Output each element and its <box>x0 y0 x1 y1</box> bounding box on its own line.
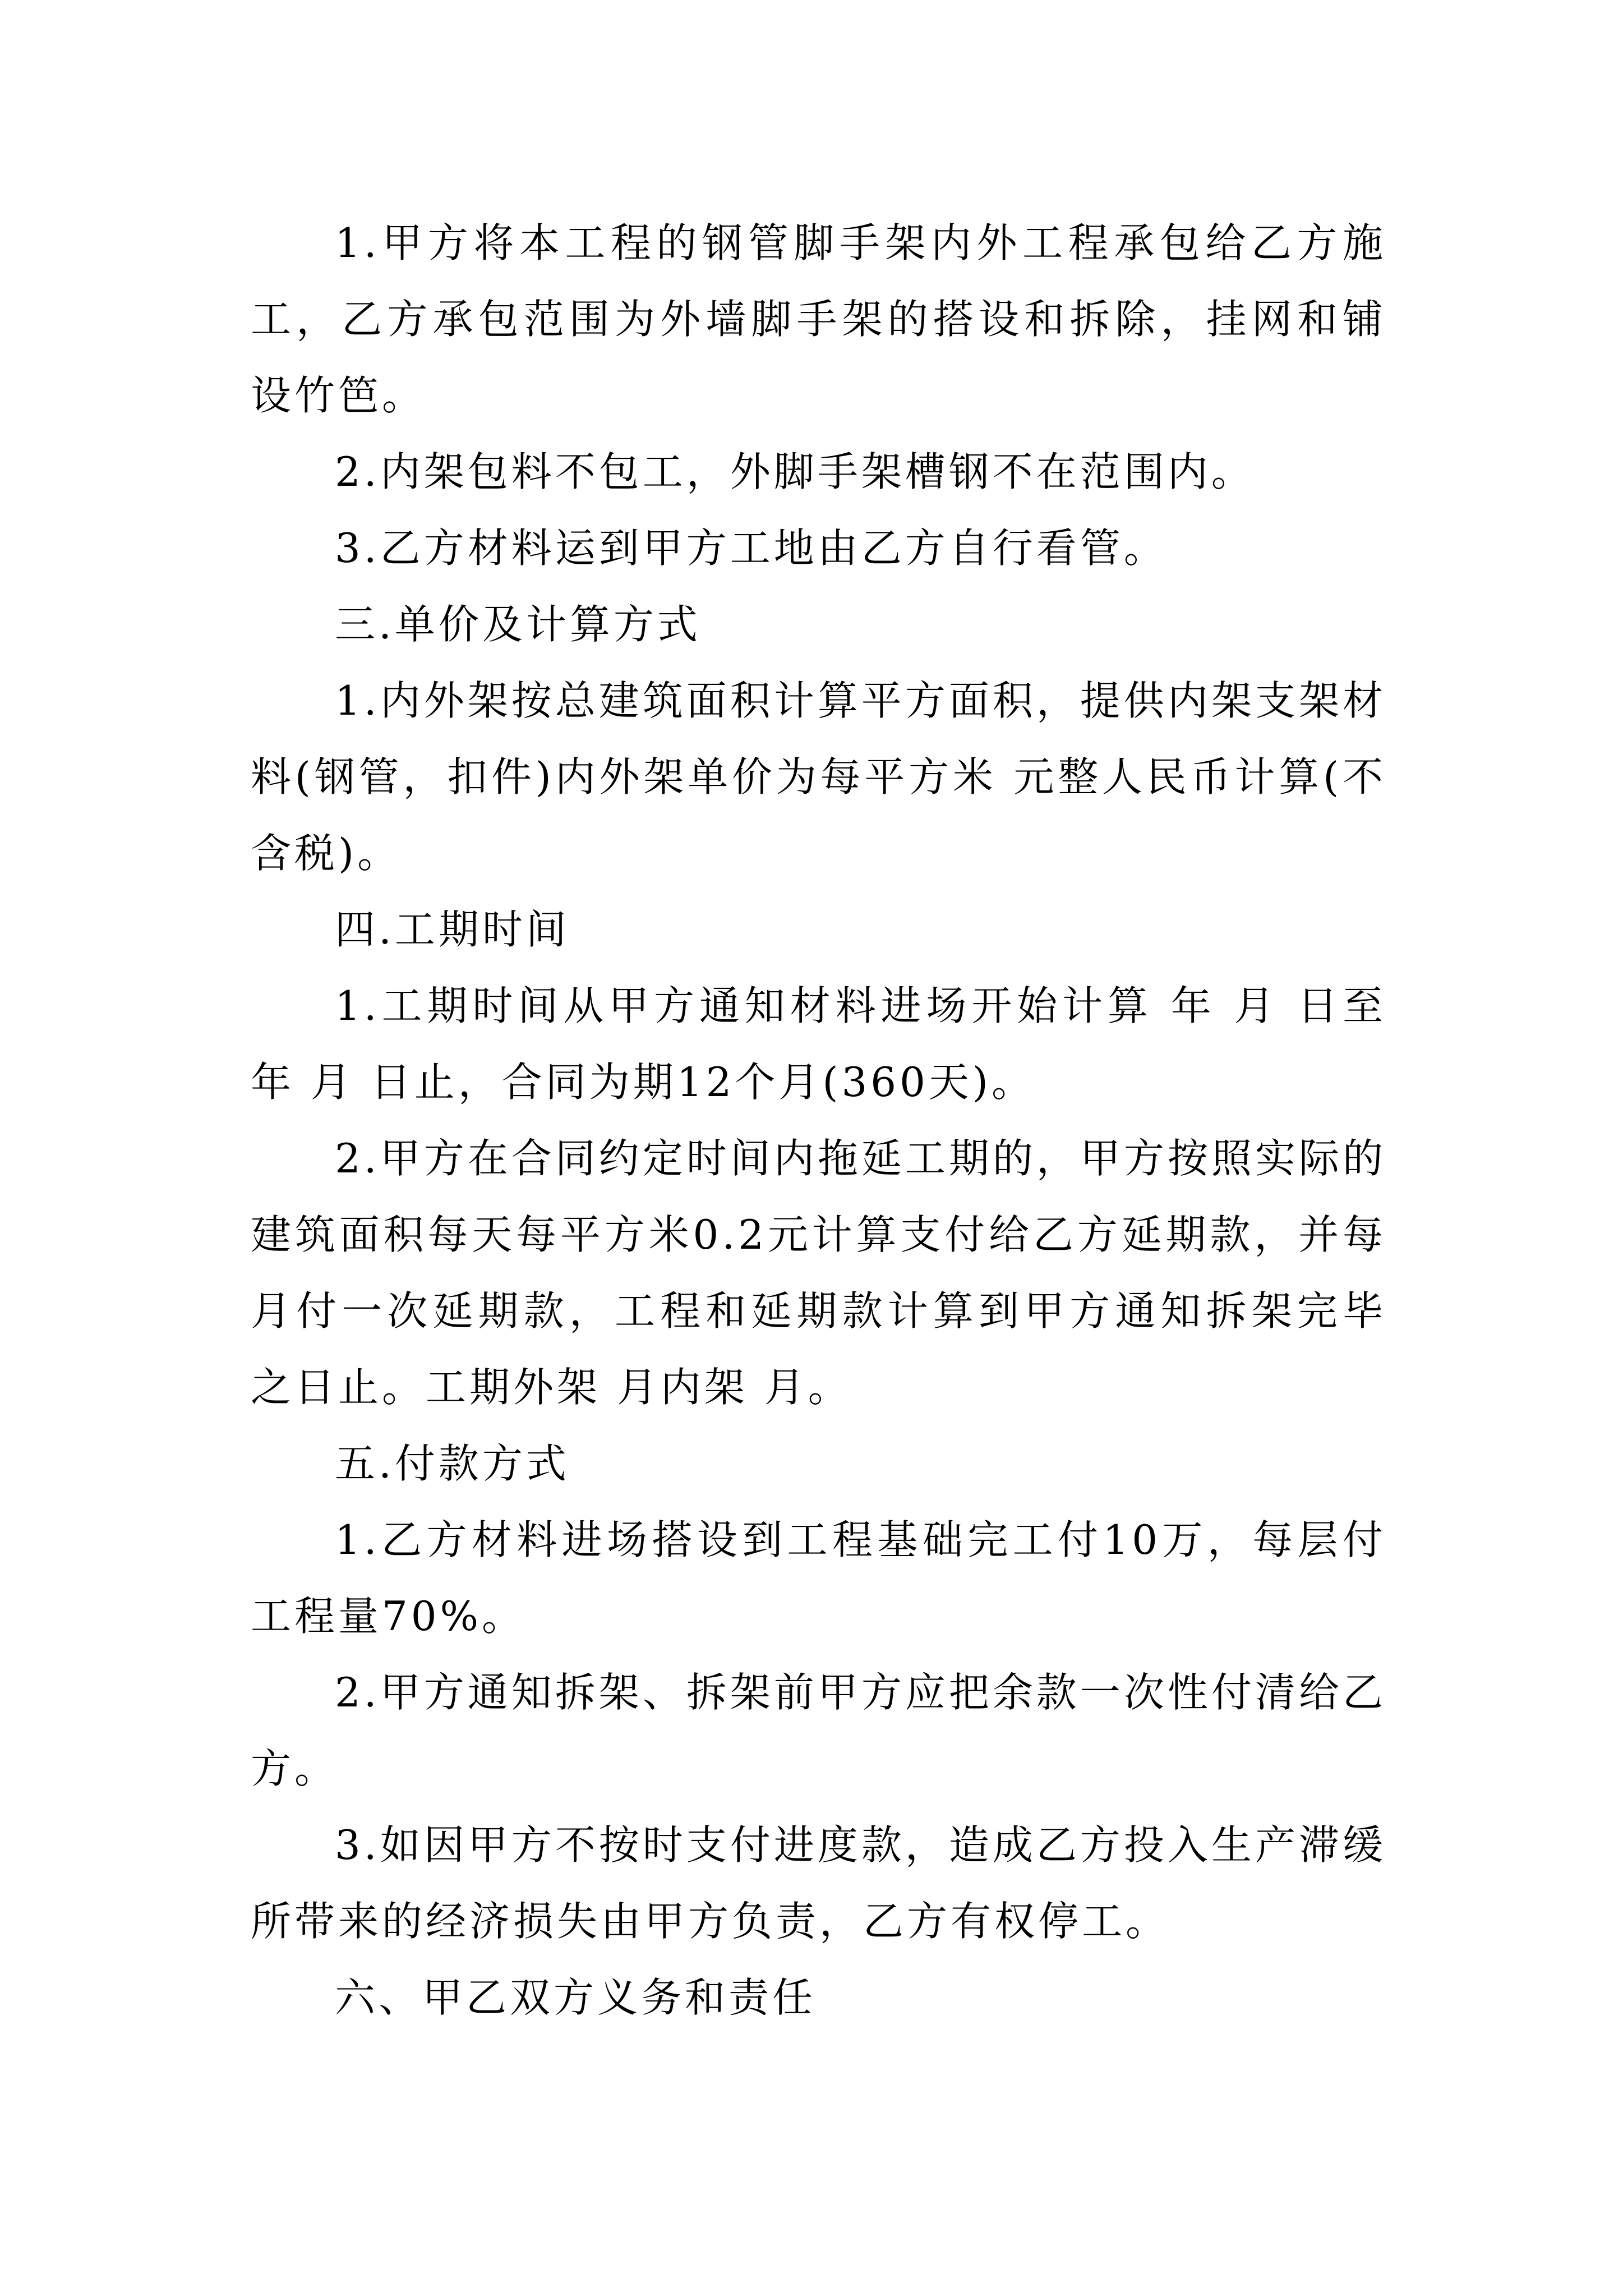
section-heading: 六、甲乙双方义务和责任 <box>335 1974 817 2021</box>
clause-paragraph: 3.如因甲方不按时支付进度款，造成乙方投入生产滞缓所带来的经济损失由甲方负责，乙方有权停工。 <box>251 1821 1386 1945</box>
section-heading: 四.工期时间 <box>335 906 570 953</box>
clause-paragraph: 2.内架包料不包工，外脚手架槽钢不在范围内。 <box>335 448 1255 495</box>
clause-paragraph: 1.乙方材料进场搭设到工程基础完工付10万，每层付工程量70%。 <box>251 1516 1386 1640</box>
document-body <box>251 205 1386 2036</box>
clause-paragraph: 2.甲方通知拆架、拆架前甲方应把余款一次性付清给乙方。 <box>251 1669 1386 1792</box>
clause-paragraph: 2.甲方在合同约定时间内拖延工期的，甲方按照实际的建筑面积每天每平方米0.2元计算支付给乙方延期款，并每月付一次延期款，工程和延期款计算到甲方通知拆架完毕之日止。工期外架 月内架 月。 <box>251 1135 1386 1411</box>
clause-paragraph: 1.工期时间从甲方通知材料进场开始计算 年 月 日至 年 月 日止，合同为期12个月(360天)。 <box>251 982 1386 1106</box>
section-heading: 三.单价及计算方式 <box>335 601 701 648</box>
clause-paragraph: 1.甲方将本工程的钢管脚手架内外工程承包给乙方施工，乙方承包范围为外墙脚手架的搭设和拆除，挂网和铺设竹笆。 <box>251 219 1386 419</box>
clause-paragraph: 1.内外架按总建筑面积计算平方面积，提供内架支架材料(钢管，扣件)内外架单价为每平方米 元整人民币计算(不含税)。 <box>251 677 1386 877</box>
section-heading: 五.付款方式 <box>335 1440 570 1487</box>
clause-paragraph: 3.乙方材料运到甲方工地由乙方自行看管。 <box>335 524 1168 572</box>
